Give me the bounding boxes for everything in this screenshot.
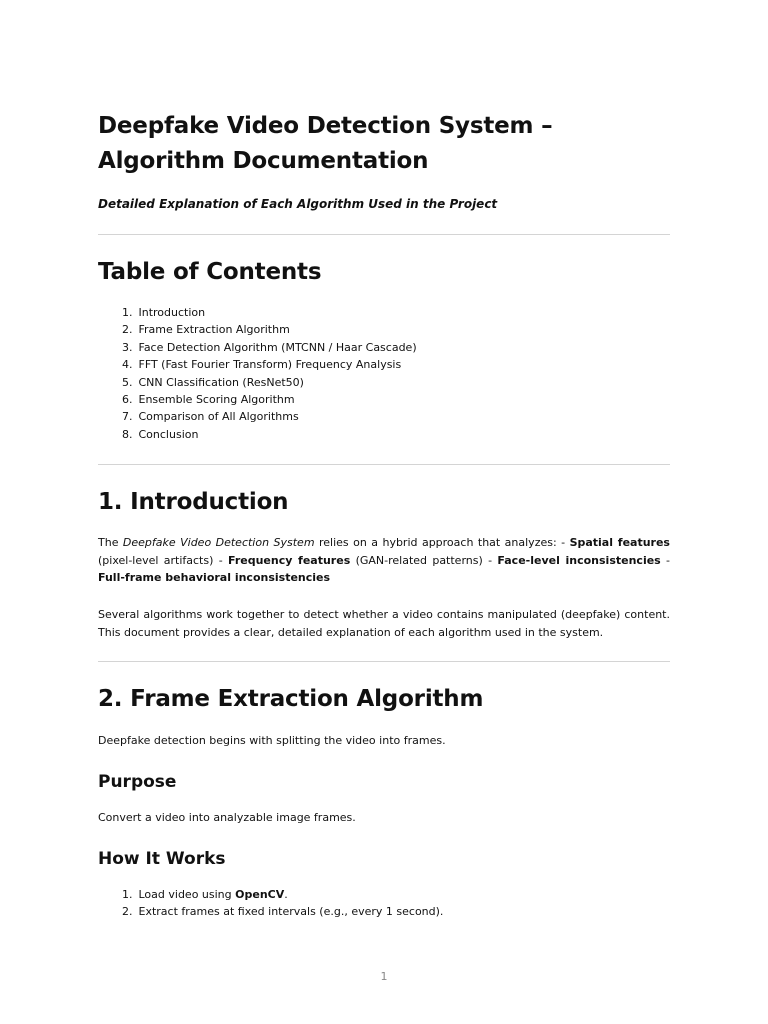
document-title: Deepfake Video Detection System – Algorithm Documentation [98,113,553,174]
list-item: 2. Extract frames at fixed intervals (e.g., every 1 second). [122,905,444,919]
divider [98,464,670,465]
steps-list [98,886,443,921]
toc-list [98,304,417,443]
toc-item[interactable]: 4. FFT (Fast Fourier Transform) Frequency Analysis [122,358,402,372]
frame-extraction-heading: 2. Frame Extraction Algorithm [98,686,484,712]
toc-heading: Table of Contents [98,259,322,285]
list-item: 1. Load video using OpenCV. [122,888,288,901]
page-number: 1 [380,970,388,983]
divider [98,661,670,662]
document-subtitle: Detailed Explanation of Each Algorithm Used in the Project [98,197,498,211]
divider [98,234,670,235]
toc-item[interactable]: 6. Ensemble Scoring Algorithm [122,393,295,407]
purpose-heading: Purpose [98,772,177,792]
intro-paragraph-2: Several algorithms work together to detect whether a video contains manipulated (deepfake) content. This document provides a clear, detailed explanation of each algorithm used in the system. [98,608,670,639]
toc-item[interactable]: 5. CNN Classification (ResNet50) [122,375,304,389]
toc-item[interactable]: 2. Frame Extraction Algorithm [122,323,290,337]
toc-item[interactable]: 7. Comparison of All Algorithms [122,410,299,424]
toc-item[interactable]: 8. Conclusion [122,427,199,441]
intro-paragraph: The Deepfake Video Detection System relies on a hybrid approach that analyzes: - Spatial features (pixel-level artifacts) - Frequency features (GAN-related patterns) - Face-level inconsistencies - Full-frame behavioral inconsistencies [98,536,671,584]
toc-item[interactable]: 1. Introduction [122,306,206,319]
purpose-paragraph: Convert a video into analyzable image frames. [98,811,356,824]
intro-heading: 1. Introduction [98,489,289,515]
toc-item[interactable]: 3. Face Detection Algorithm (MTCNN / Haar Cascade) [122,340,417,354]
how-it-works-heading: How It Works [98,849,226,869]
frame-extraction-paragraph: Deepfake detection begins with splitting the video into frames. [98,734,446,747]
